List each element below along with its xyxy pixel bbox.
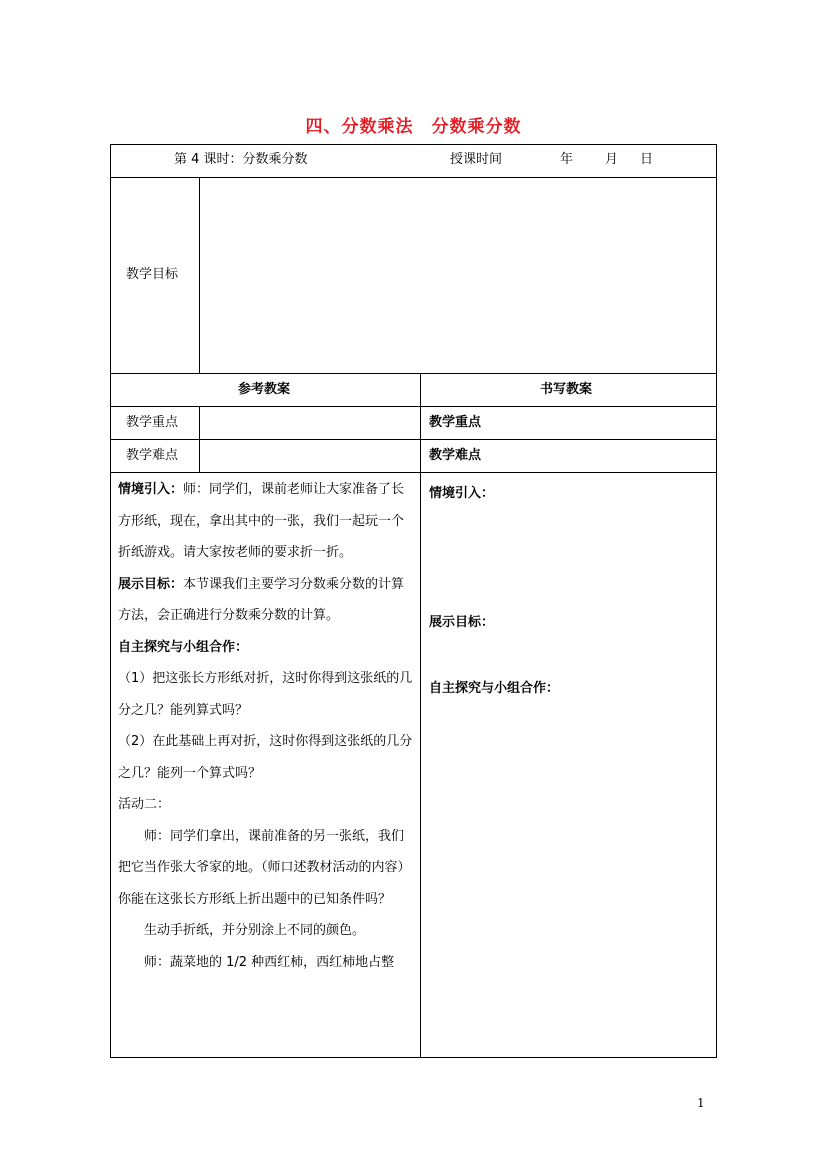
- key-points-label: 教学重点: [126, 415, 179, 430]
- day-label: 日: [640, 152, 654, 167]
- table-col-divider: [420, 373, 421, 1058]
- difficulties-label: 教学难点: [126, 448, 179, 463]
- table-border-bottom: [110, 1057, 717, 1058]
- table-rule: [110, 439, 717, 440]
- intro-heading: 情境引入：: [118, 482, 184, 497]
- writing-plan-heading: 书写教案: [540, 382, 593, 397]
- year-label: 年: [560, 152, 574, 167]
- key-points-right-label: 教学重点: [429, 415, 482, 430]
- goal-paragraph: [118, 569, 414, 632]
- table-rule: [110, 472, 717, 473]
- lesson-label: 第 4 课时：分数乘分数: [174, 152, 308, 167]
- reference-plan-heading: 参考教案: [238, 382, 291, 397]
- table-rule: [110, 406, 717, 407]
- table-col-rule: [199, 177, 200, 373]
- question-1: （1）把这张长方形纸对折，这时你得到这张纸的几分之几？能列算式吗？: [118, 671, 413, 718]
- question-2: （2）在此基础上再对折，这时你得到这张纸的几分之几？能列一个算式吗？: [118, 734, 413, 781]
- goal-text: 本节课我们主要学习分数乘分数的计算方法，会正确进行分数乘分数的计算。: [118, 576, 405, 623]
- page-number: 1: [697, 1096, 705, 1110]
- goal-heading: 展示目标：: [118, 576, 184, 592]
- intro-heading-right: 情境引入：: [429, 486, 495, 501]
- explore-heading: 自主探究与小组合作：: [118, 639, 249, 655]
- table-col-rule: [199, 406, 200, 472]
- table-rule: [110, 177, 717, 178]
- teacher-paragraph-2: 师：蔬菜地的 1/2 种西红柿，西红柿地占整: [144, 954, 395, 970]
- activity-2-label: 活动二：: [118, 797, 171, 812]
- intro-paragraph: [118, 474, 414, 569]
- explore-heading-right: 自主探究与小组合作：: [429, 681, 560, 696]
- difficulties-right-label: 教学难点: [429, 448, 482, 463]
- goal-heading-right: 展示目标：: [429, 615, 495, 630]
- objectives-label: 教学目标: [126, 267, 179, 282]
- time-label: 授课时间: [450, 152, 503, 167]
- page-title: 四、分数乘法 分数乘分数: [305, 117, 522, 137]
- intro-text: 师：同学们，课前老师让大家准备了长方形纸，现在，拿出其中的一张，我们一起玩一个折纸游戏。请大家按老师的要求折一折。: [118, 482, 405, 560]
- student-paragraph: 生动手折纸，并分别涂上不同的颜色。: [144, 923, 366, 938]
- table-rule: [110, 373, 717, 374]
- table-border-left: [110, 144, 111, 1058]
- table-border-right: [716, 144, 717, 1058]
- teacher-paragraph-1: 师：同学们拿出，课前准备的另一张纸，我们把它当作张大爷家的地。（师口述教材活动的内容）你能在这张长方形纸上折出题中的已知条件吗？: [118, 828, 411, 907]
- reference-content: [118, 474, 414, 978]
- month-label: 月: [605, 152, 619, 167]
- table-border-top: [110, 144, 717, 145]
